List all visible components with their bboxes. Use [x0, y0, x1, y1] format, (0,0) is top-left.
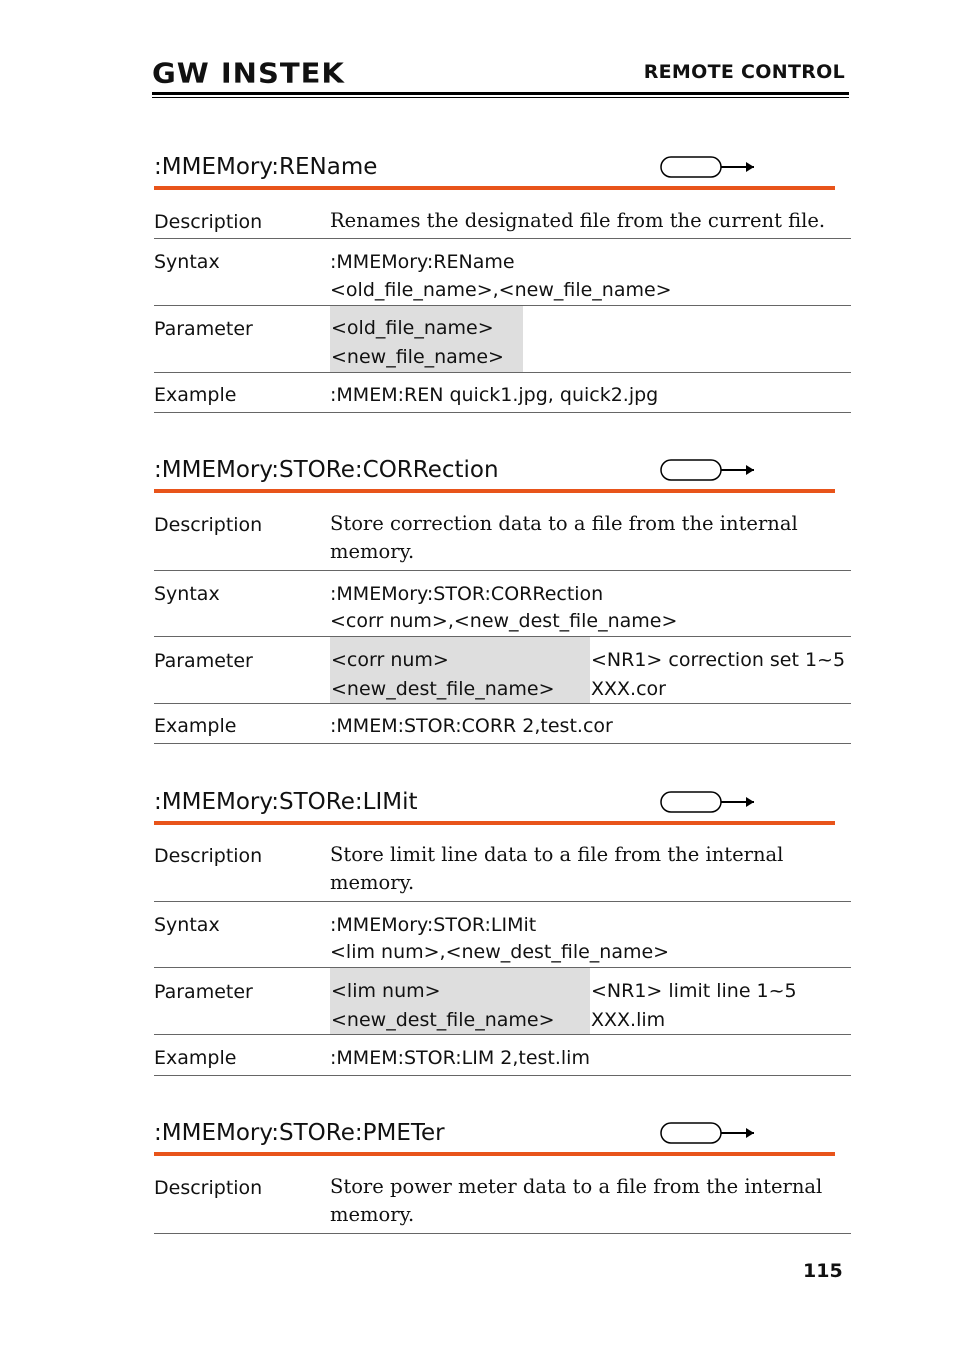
command-title: :MMEMory:STORe:PMETer [154, 1120, 445, 1146]
syntax-row [154, 239, 851, 306]
page-number: 115 [803, 1260, 843, 1282]
set-command-arrow-icon [660, 790, 756, 814]
example-label: Example [154, 1047, 237, 1069]
example-text: :MMEM:REN quick1.jpg, quick2.jpg [330, 384, 659, 406]
description-line-2: memory. [330, 1203, 415, 1226]
example-text: :MMEM:STOR:CORR 2,test.cor [330, 715, 613, 737]
section-title: REMOTE CONTROL [643, 61, 845, 83]
description-row [154, 1166, 851, 1234]
syntax-line-2: <lim num>,<new_dest_file_name> [330, 941, 670, 963]
description-row [154, 503, 851, 571]
parameter-name-2: <new_dest_file_name> [331, 1009, 555, 1031]
description-line-1: Store limit line data to a file from the internal [330, 843, 784, 866]
command-accent-bar [154, 186, 835, 190]
syntax-line-2: <corr num>,<new_dest_file_name> [330, 610, 678, 632]
command-title: :MMEMory:REName [154, 154, 378, 180]
parameter-desc-2: XXX.cor [591, 678, 666, 700]
example-label: Example [154, 715, 237, 737]
syntax-row [154, 902, 851, 968]
syntax-line-2: <old_file_name>,<new_file_name> [330, 279, 672, 301]
example-text: :MMEM:STOR:LIM 2,test.lim [330, 1047, 590, 1069]
header-rule-thick [152, 92, 849, 95]
syntax-line-1: :MMEMory:STOR:LIMit [330, 914, 537, 936]
parameter-row [154, 968, 851, 1035]
parameter-name-2: <new_dest_file_name> [331, 678, 555, 700]
example-row [154, 373, 851, 413]
command-accent-bar [154, 821, 835, 825]
parameter-row [154, 637, 851, 704]
command-title: :MMEMory:STORe:CORRection [154, 457, 499, 483]
description-line-1: Store power meter data to a file from the internal [330, 1175, 823, 1198]
parameter-name-1: <lim num> [331, 980, 441, 1002]
parameter-desc-2: XXX.lim [591, 1009, 666, 1031]
syntax-label: Syntax [154, 914, 220, 936]
parameter-name-1: <corr num> [331, 649, 449, 671]
description-line-2: memory. [330, 871, 415, 894]
parameter-row [154, 306, 851, 373]
parameter-name-1: <old_file_name> [331, 317, 494, 339]
parameter-desc-1: <NR1> limit line 1~5 [591, 980, 797, 1002]
set-command-arrow-icon [660, 1121, 756, 1145]
parameter-label: Parameter [154, 981, 253, 1003]
command-accent-bar [154, 489, 835, 493]
set-command-arrow-icon [660, 458, 756, 482]
parameter-label: Parameter [154, 318, 253, 340]
syntax-row [154, 571, 851, 637]
header-rule-thin [152, 97, 849, 98]
parameter-name-2: <new_file_name> [331, 346, 504, 368]
description-label: Description [154, 211, 263, 233]
set-command-arrow-icon [660, 155, 756, 179]
description-row [154, 834, 851, 902]
description-row [154, 200, 851, 239]
description-label: Description [154, 1177, 263, 1199]
example-label: Example [154, 384, 237, 406]
description-line-2: memory. [330, 540, 415, 563]
description-label: Description [154, 514, 263, 536]
example-row [154, 1035, 851, 1076]
syntax-label: Syntax [154, 251, 220, 273]
command-title: :MMEMory:STORe:LIMit [154, 789, 418, 815]
command-accent-bar [154, 1152, 835, 1156]
parameter-label: Parameter [154, 650, 253, 672]
syntax-line-1: :MMEMory:REName [330, 251, 515, 273]
page-header [152, 52, 849, 98]
description-line-1: Store correction data to a file from the internal [330, 512, 798, 535]
parameter-desc-1: <NR1> correction set 1~5 [591, 649, 846, 671]
description-label: Description [154, 845, 263, 867]
brand-logo: GW INSTEK [152, 56, 345, 90]
syntax-label: Syntax [154, 583, 220, 605]
syntax-line-1: :MMEMory:STOR:CORRection [330, 583, 604, 605]
description-text: Renames the designated file from the current file. [330, 209, 826, 232]
example-row [154, 704, 851, 744]
